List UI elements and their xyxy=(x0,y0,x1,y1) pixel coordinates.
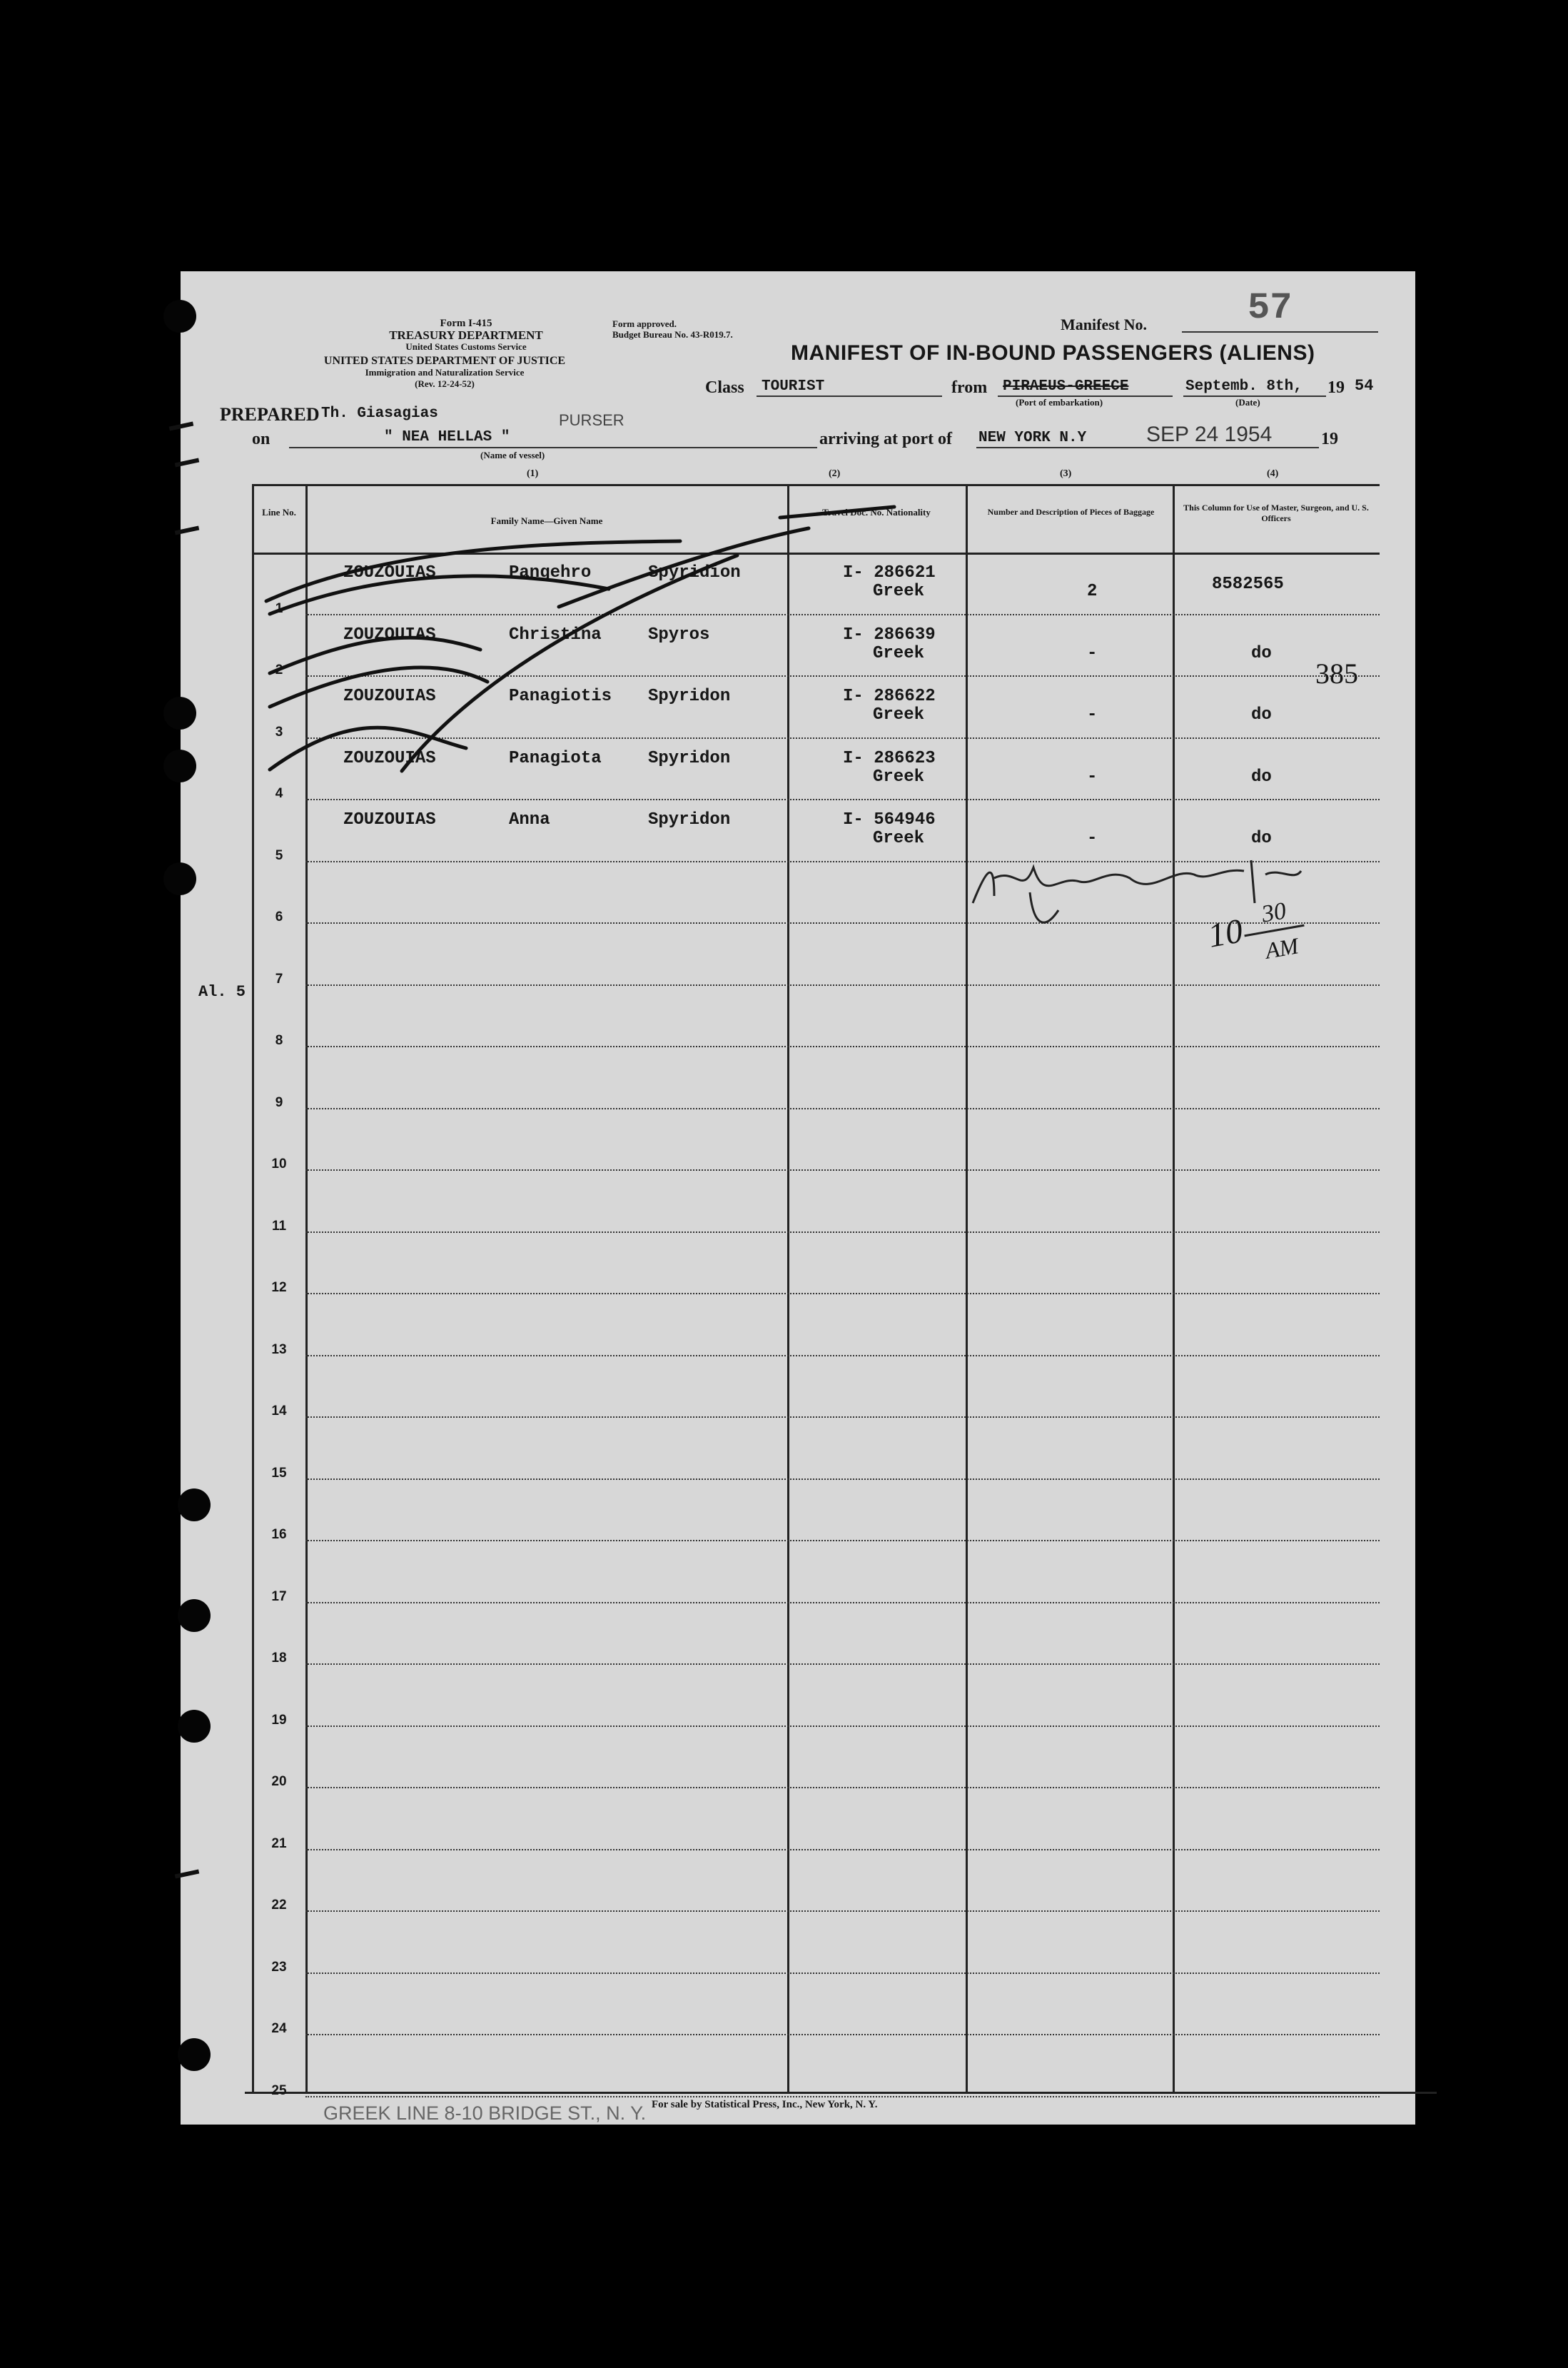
middle-name: Spyridon xyxy=(648,687,731,706)
family-name: ZOUZOUIAS xyxy=(343,563,436,583)
binder-hole xyxy=(178,2038,211,2071)
line-number: 24 xyxy=(271,2021,287,2036)
line-number: 7 xyxy=(275,971,283,987)
officer-entry: do xyxy=(1251,829,1272,848)
line-number: 5 xyxy=(275,847,283,863)
page-number: 385 xyxy=(1315,658,1358,690)
travel-doc-no: I- 286623 xyxy=(843,748,936,768)
nationality: Greek xyxy=(873,767,925,787)
family-name: ZOUZOUIAS xyxy=(343,687,436,706)
line-number: 9 xyxy=(275,1094,283,1110)
year-suffix: 54 xyxy=(1355,377,1374,395)
header-doc: Travel Doc. No. Nationality xyxy=(822,507,931,518)
line-number: 18 xyxy=(271,1651,287,1666)
middle-name: Spyridon xyxy=(648,748,731,768)
given-name: Pangehro xyxy=(509,563,592,583)
travel-doc-no: I- 564946 xyxy=(843,810,936,830)
treasury-dept: TREASURY DEPARTMENT xyxy=(389,328,543,342)
given-name: Panagiota xyxy=(509,748,602,768)
officer-entry: 8582565 xyxy=(1212,575,1284,594)
form-revision: (Rev. 12-24-52) xyxy=(415,378,475,389)
line-number: 4 xyxy=(275,786,283,801)
al-note: Al. 5 xyxy=(198,983,246,1001)
dept-justice: UNITED STATES DEPARTMENT OF JUSTICE xyxy=(323,355,566,367)
year2-prefix: 19 xyxy=(1321,430,1338,448)
nationality: Greek xyxy=(873,643,925,663)
time-note-den: AM xyxy=(1263,932,1300,964)
binder-hole xyxy=(178,1488,211,1521)
col-num-2: (2) xyxy=(829,468,841,479)
travel-doc-no: I- 286622 xyxy=(843,687,936,706)
line-number: 3 xyxy=(275,724,283,740)
binder-hole xyxy=(163,697,196,730)
date-value: Septemb. 8th, xyxy=(1185,378,1303,395)
line-number: 19 xyxy=(271,1712,287,1728)
officer-entry: do xyxy=(1251,767,1272,787)
purser-label: PURSER xyxy=(559,411,624,429)
form-approved: Form approved. xyxy=(612,318,677,329)
manifest-no-value: 57 xyxy=(1248,287,1293,329)
time-note-num: 10 xyxy=(1205,912,1246,955)
officer-entry: do xyxy=(1251,643,1272,663)
class-label: Class xyxy=(705,378,744,397)
manifest-no-label: Manifest No. xyxy=(1061,316,1147,333)
date-caption: (Date) xyxy=(1235,397,1260,408)
port-embarkation-caption: (Port of embarkation) xyxy=(1016,397,1103,408)
prepared-label: PREPARED xyxy=(220,404,320,425)
line-number: 15 xyxy=(271,1465,287,1481)
cancellation-strokes xyxy=(181,271,1415,2125)
customs-service: United States Customs Service xyxy=(405,341,527,352)
line-number: 1 xyxy=(275,600,283,616)
prepared-by: Th. Giasagias xyxy=(321,405,438,422)
line-number: 11 xyxy=(271,1218,287,1234)
vessel-name: " NEA HELLAS " xyxy=(384,429,510,445)
col-num-4: (4) xyxy=(1267,468,1279,479)
middle-name: Spyridon xyxy=(648,810,731,830)
binder-hole xyxy=(178,1599,211,1632)
col-num-1: (1) xyxy=(527,468,539,479)
arrival-date-stamp: SEP 24 1954 xyxy=(1146,423,1273,446)
line-number: 6 xyxy=(275,910,283,924)
from-value: PIRAEUS-GREECE xyxy=(1003,378,1129,395)
line-number: 17 xyxy=(271,1588,287,1604)
line-number: 13 xyxy=(271,1341,287,1357)
line-number: 20 xyxy=(271,1774,287,1789)
binder-hole xyxy=(163,300,196,333)
ins-service: Immigration and Naturalization Service xyxy=(365,367,525,378)
baggage: - xyxy=(1087,767,1098,787)
nationality: Greek xyxy=(873,582,925,601)
class-value: TOURIST xyxy=(762,378,825,395)
line-number: 23 xyxy=(271,1959,287,1975)
middle-name: Spyros xyxy=(648,625,710,645)
footer-printer: For sale by Statistical Press, Inc., New York, N. Y. xyxy=(652,2099,878,2110)
line-number: 10 xyxy=(271,1157,287,1172)
binder-hole xyxy=(178,1710,211,1743)
line-number: 14 xyxy=(271,1404,287,1419)
header-name: Family Name—Given Name xyxy=(490,515,603,526)
from-label: from xyxy=(951,378,988,397)
time-note-sup: 30 xyxy=(1259,897,1288,928)
binder-hole xyxy=(163,750,196,782)
manifest-title: MANIFEST OF IN-BOUND PASSENGERS (ALIENS) xyxy=(791,341,1315,365)
col-num-3: (3) xyxy=(1060,468,1072,479)
vessel-caption: (Name of vessel) xyxy=(480,450,545,460)
line-number: 2 xyxy=(275,662,283,677)
baggage: - xyxy=(1087,643,1098,663)
line-number: 25 xyxy=(271,2082,287,2098)
given-name: Anna xyxy=(509,810,550,830)
nationality: Greek xyxy=(873,829,925,848)
baggage: - xyxy=(1087,705,1098,725)
header-baggage: Number and Description of Pieces of Baggage xyxy=(987,507,1155,517)
family-name: ZOUZOUIAS xyxy=(343,810,436,830)
manifest-sheet xyxy=(181,271,1415,2125)
travel-doc-no: I- 286621 xyxy=(843,563,936,583)
family-name: ZOUZOUIAS xyxy=(343,748,436,768)
given-name: Christina xyxy=(509,625,602,645)
baggage: 2 xyxy=(1087,582,1098,601)
nationality: Greek xyxy=(873,705,925,725)
officer-entry: do xyxy=(1251,705,1272,725)
header-officer: This Column for Use of Master, Surgeon, and U. S. Officers xyxy=(1183,503,1369,523)
line-number: 22 xyxy=(271,1898,287,1913)
arriving-label: arriving at port of xyxy=(819,430,952,448)
line-number: 16 xyxy=(271,1527,287,1542)
binder-hole xyxy=(163,862,196,895)
middle-name: Spyridion xyxy=(648,563,741,583)
arriving-port: NEW YORK N.Y xyxy=(978,430,1087,446)
line-number: 8 xyxy=(275,1033,283,1048)
line-number: 12 xyxy=(271,1280,287,1295)
footer-stamp: GREEK LINE 8-10 BRIDGE ST., N. Y. xyxy=(323,2102,647,2124)
header-line-no: Line No. xyxy=(262,507,296,518)
on-label: on xyxy=(252,430,270,448)
family-name: ZOUZOUIAS xyxy=(343,625,436,645)
line-number: 21 xyxy=(271,1835,287,1851)
given-name: Panagiotis xyxy=(509,687,612,706)
year-prefix: 19 xyxy=(1327,378,1345,397)
budget-bureau: Budget Bureau No. 43-R019.7. xyxy=(612,329,733,340)
travel-doc-no: I- 286639 xyxy=(843,625,936,645)
baggage: - xyxy=(1087,829,1098,848)
form-number: Form I-415 xyxy=(440,318,492,329)
